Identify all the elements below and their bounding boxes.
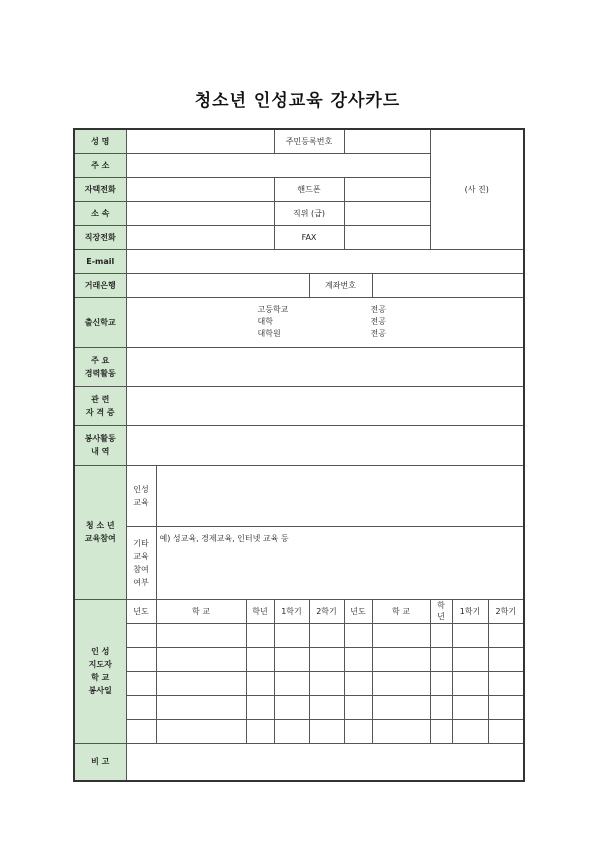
volunteer-row (74, 671, 524, 695)
semester-2-cell[interactable] (309, 671, 344, 695)
semester-1-cell[interactable] (274, 695, 309, 719)
semester-1-cell[interactable] (274, 671, 309, 695)
label-school: 출신학교 (74, 297, 126, 347)
grade-cell[interactable] (430, 671, 452, 695)
volunteer-row (74, 719, 524, 743)
school-level: 고등학교 (257, 305, 289, 314)
label-line: 경력활동 (84, 368, 116, 378)
volunteer-row (74, 623, 524, 647)
label-resident-no: 주민등록번호 (274, 129, 344, 153)
volunteer-field[interactable] (126, 425, 524, 465)
semester-1-cell[interactable] (274, 719, 309, 743)
other-education-field[interactable] (156, 526, 524, 599)
label-certificates (74, 386, 126, 425)
label-line: 기타 (133, 538, 149, 548)
label-account-no: 계좌번호 (309, 273, 372, 297)
semester-2-cell[interactable] (488, 623, 524, 647)
label-bank: 거래은행 (74, 273, 126, 297)
volunteer-row (74, 647, 524, 671)
school-level: 대학원 (257, 329, 281, 338)
certificates-field[interactable] (126, 386, 524, 425)
label-line: 내 역 (91, 447, 110, 456)
header-grade: 학년 (246, 599, 274, 623)
volunteer-row (74, 695, 524, 719)
label-other-education (126, 526, 156, 599)
school-cell[interactable] (372, 623, 430, 647)
home-phone-field[interactable] (126, 177, 274, 201)
resident-no-field[interactable] (344, 129, 430, 153)
year-cell[interactable] (126, 647, 156, 671)
work-phone-field[interactable] (126, 225, 274, 249)
label-address: 주 소 (74, 153, 126, 177)
semester-2-cell[interactable] (488, 647, 524, 671)
remarks-field[interactable] (126, 743, 524, 781)
semester-2-cell[interactable] (488, 671, 524, 695)
grade-cell[interactable] (430, 695, 452, 719)
label-line: 교육 (133, 551, 149, 561)
header-school: 학 교 (156, 599, 246, 623)
school-major: 전공 (370, 305, 386, 314)
label-line: 인 성 (91, 647, 110, 656)
year-cell[interactable] (344, 719, 372, 743)
label-line: 관 련 (91, 394, 110, 404)
header-year: 년도 (126, 599, 156, 623)
other-education-example: 예) 성교육, 경제교육, 인터넷 교육 등 (159, 533, 289, 543)
grade-cell[interactable] (246, 623, 274, 647)
page-title: 청소년 인성교육 강사카드 (194, 91, 401, 111)
character-education-field[interactable] (156, 465, 524, 526)
label-line: 교육 (133, 497, 149, 507)
grade-cell[interactable] (430, 623, 452, 647)
photo-box[interactable]: (사 진) (430, 129, 524, 249)
semester-1-cell[interactable] (452, 623, 488, 647)
grade-cell[interactable] (246, 719, 274, 743)
school-field[interactable] (126, 297, 524, 347)
year-cell[interactable] (344, 647, 372, 671)
label-line: 지도자 (88, 660, 112, 669)
label-email: E-mail (74, 249, 126, 273)
bank-field[interactable] (126, 273, 309, 297)
semester-2-cell[interactable] (488, 695, 524, 719)
school-cell[interactable] (156, 647, 246, 671)
header-year: 년도 (344, 599, 372, 623)
semester-2-cell[interactable] (309, 695, 344, 719)
grade-cell[interactable] (246, 671, 274, 695)
instructor-card-form (73, 128, 525, 782)
school-row-2 (130, 316, 521, 328)
school-cell[interactable] (156, 671, 246, 695)
label-youth-education (74, 465, 126, 599)
school-cell[interactable] (156, 719, 246, 743)
school-cell[interactable] (156, 623, 246, 647)
semester-1-cell[interactable] (452, 647, 488, 671)
mobile-field[interactable] (344, 177, 430, 201)
label-line: 참여 (133, 564, 149, 574)
year-cell[interactable] (126, 719, 156, 743)
career-field[interactable] (126, 347, 524, 386)
label-line: 봉사일 (88, 686, 112, 695)
year-cell[interactable] (126, 623, 156, 647)
label-mentor-volunteer-days (74, 599, 126, 743)
semester-1-cell[interactable] (274, 623, 309, 647)
semester-2-cell[interactable] (309, 647, 344, 671)
label-name: 성 명 (74, 129, 126, 153)
semester-2-cell[interactable] (488, 719, 524, 743)
label-character-education (126, 465, 156, 526)
label-remarks: 비 고 (74, 743, 126, 781)
school-cell[interactable] (372, 695, 430, 719)
label-career (74, 347, 126, 386)
label-position: 직위 (급) (274, 201, 344, 225)
affiliation-field[interactable] (126, 201, 274, 225)
year-cell[interactable] (126, 695, 156, 719)
grade-cell[interactable] (430, 719, 452, 743)
account-no-field[interactable] (372, 273, 524, 297)
year-cell[interactable] (344, 671, 372, 695)
school-row-3 (130, 328, 521, 340)
semester-2-cell[interactable] (309, 623, 344, 647)
school-cell[interactable] (372, 719, 430, 743)
address-field[interactable] (126, 153, 430, 177)
name-field[interactable] (126, 129, 274, 153)
year-cell[interactable] (126, 671, 156, 695)
grade-cell[interactable] (246, 647, 274, 671)
label-volunteer (74, 425, 126, 465)
label-line: 인성 (133, 484, 149, 494)
position-field[interactable] (344, 201, 430, 225)
grade-cell[interactable] (430, 647, 452, 671)
school-major: 전공 (370, 329, 386, 338)
school-cell[interactable] (372, 671, 430, 695)
header-semester-2: 2학기 (309, 599, 344, 623)
header-semester-1: 1학기 (452, 599, 488, 623)
header-school: 학 교 (372, 599, 430, 623)
school-cell[interactable] (156, 695, 246, 719)
label-affiliation: 소 속 (74, 201, 126, 225)
year-cell[interactable] (344, 695, 372, 719)
school-major: 전공 (370, 317, 386, 326)
fax-field[interactable] (344, 225, 430, 249)
label-line: 학 교 (91, 673, 110, 682)
header-semester-2: 2학기 (488, 599, 524, 623)
year-cell[interactable] (344, 623, 372, 647)
school-cell[interactable] (372, 647, 430, 671)
label-line: 교육참여 (84, 534, 116, 543)
semester-2-cell[interactable] (309, 719, 344, 743)
school-row-1 (130, 304, 521, 316)
school-level: 대학 (257, 317, 273, 326)
label-line: 주 요 (91, 355, 110, 365)
header-grade: 학년 (430, 599, 452, 623)
label-mobile: 핸드폰 (274, 177, 344, 201)
semester-1-cell[interactable] (452, 695, 488, 719)
semester-1-cell[interactable] (452, 719, 488, 743)
label-line: 자 격 증 (85, 407, 115, 417)
label-line: 청 소 년 (85, 521, 115, 530)
semester-1-cell[interactable] (274, 647, 309, 671)
label-line: 봉사활동 (84, 434, 116, 443)
grade-cell[interactable] (246, 695, 274, 719)
email-field[interactable] (126, 249, 524, 273)
label-fax: FAX (274, 225, 344, 249)
header-semester-1: 1학기 (274, 599, 309, 623)
label-home-phone: 자택전화 (74, 177, 126, 201)
semester-1-cell[interactable] (452, 671, 488, 695)
label-line: 여부 (133, 577, 149, 587)
label-work-phone: 직장전화 (74, 225, 126, 249)
